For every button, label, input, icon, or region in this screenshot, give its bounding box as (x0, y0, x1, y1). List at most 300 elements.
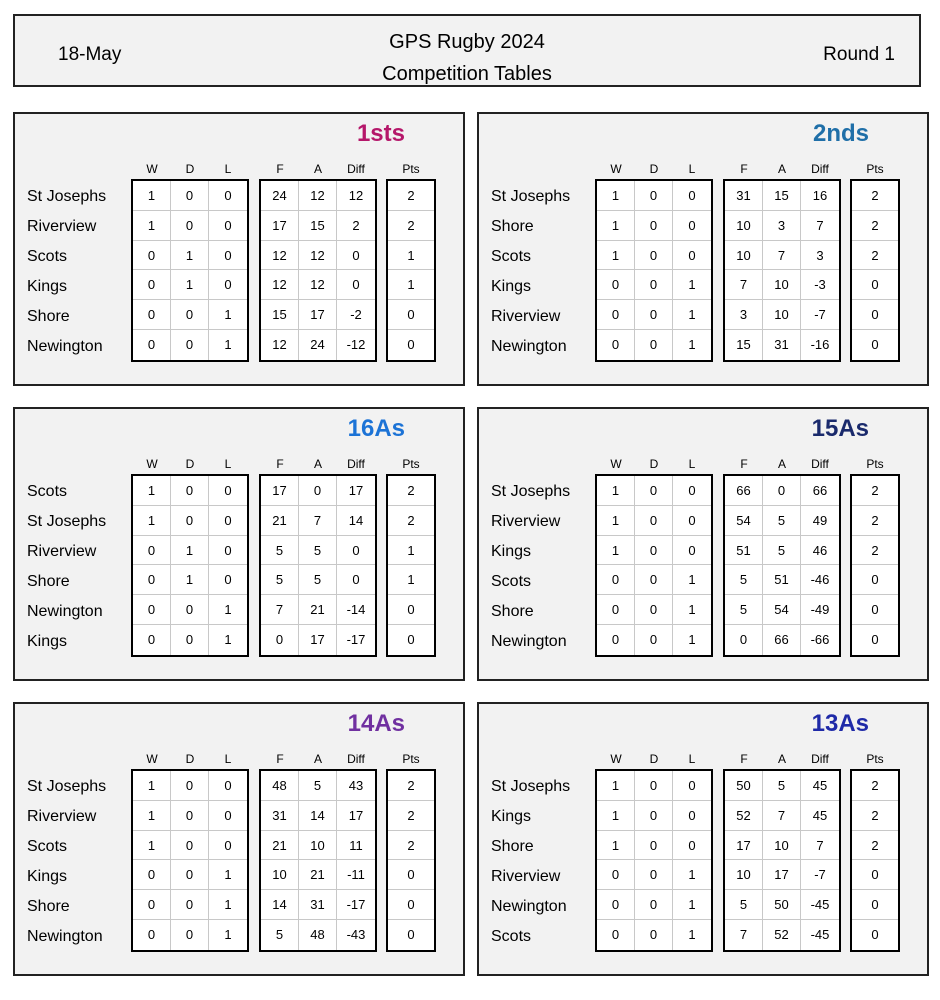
points-box (850, 179, 900, 362)
table-row (133, 920, 247, 950)
team-name: Newington (491, 633, 567, 650)
table-row (261, 771, 375, 801)
table-row (725, 211, 839, 241)
cell-a: 51 (763, 565, 801, 594)
table-row (133, 831, 247, 861)
cell-w: 1 (597, 831, 635, 860)
table-row (725, 801, 839, 831)
cell-diff: 43 (348, 778, 364, 793)
cell-a: 15 (299, 211, 337, 240)
cell-f: 5 (261, 565, 299, 594)
column-header-w: W (610, 457, 622, 471)
cell-l: 1 (224, 867, 232, 883)
column-header-pts: Pts (866, 162, 884, 176)
cell-l: 0 (688, 512, 696, 528)
report-header (13, 14, 921, 87)
team-name: Riverview (27, 218, 97, 235)
table-row (852, 860, 898, 890)
cell-a: 5 (299, 565, 337, 594)
cell-d: 0 (635, 330, 673, 360)
cell-d: 1 (171, 536, 209, 565)
cell-l: 1 (688, 337, 696, 353)
points-box (850, 769, 900, 952)
cell-diff: 16 (812, 188, 828, 203)
cell-l: 1 (688, 867, 696, 883)
cell-diff: -7 (814, 867, 826, 883)
team-name: Scots (27, 248, 68, 265)
cell-f: 14 (261, 890, 299, 919)
table-row (852, 211, 898, 241)
cell-pts: 0 (871, 927, 879, 943)
team-name: Shore (491, 838, 534, 855)
table-row (597, 565, 711, 595)
table-row (388, 860, 434, 890)
cell-pts: 2 (871, 542, 879, 558)
cell-l: 0 (224, 837, 232, 853)
cell-w: 0 (133, 241, 171, 270)
cell-a: 10 (763, 831, 801, 860)
cell-diff: 0 (352, 542, 360, 558)
cell-l: 0 (688, 837, 696, 853)
cell-diff: 3 (816, 247, 824, 263)
cell-w: 0 (133, 595, 171, 624)
table-row (597, 181, 711, 211)
team-name: Shore (27, 898, 70, 915)
column-header-d: D (185, 162, 195, 176)
cell-diff: -45 (810, 897, 830, 913)
table-row (852, 330, 898, 360)
cell-a: 17 (299, 625, 337, 655)
cell-l: 0 (224, 247, 232, 263)
table-panel-13as (477, 702, 929, 976)
cell-a: 5 (763, 506, 801, 535)
column-header-l: L (224, 162, 232, 176)
cell-pts: 2 (407, 807, 415, 823)
cell-pts: 0 (871, 867, 879, 883)
cell-w: 0 (597, 330, 635, 360)
column-header-pts: Pts (402, 457, 420, 471)
cell-d: 0 (635, 181, 673, 210)
table-row (852, 801, 898, 831)
cell-a: 31 (299, 890, 337, 919)
cell-l: 1 (688, 572, 696, 588)
column-header-a: A (777, 752, 786, 766)
table-title: 2nds (812, 120, 869, 147)
cell-l: 0 (688, 542, 696, 558)
score-box (723, 179, 841, 362)
cell-d: 0 (171, 181, 209, 210)
team-name: Kings (27, 633, 68, 650)
results-box (595, 179, 713, 362)
score-box (723, 769, 841, 952)
cell-pts: 1 (407, 277, 415, 293)
table-row (261, 801, 375, 831)
table-row (261, 211, 375, 241)
table-row (261, 565, 375, 595)
score-box (259, 179, 377, 362)
team-name: Scots (27, 838, 68, 855)
cell-a: 21 (299, 860, 337, 889)
cell-w: 0 (133, 565, 171, 594)
table-row (388, 920, 434, 950)
table-row (725, 595, 839, 625)
team-names (491, 182, 570, 362)
cell-pts: 0 (407, 897, 415, 913)
cell-d: 0 (635, 506, 673, 535)
cell-w: 0 (133, 860, 171, 889)
cell-w: 0 (133, 300, 171, 329)
cell-f: 17 (261, 211, 299, 240)
cell-f: 10 (725, 211, 763, 240)
table-row (261, 330, 375, 360)
cell-l: 1 (688, 632, 696, 648)
cell-diff: -66 (810, 632, 830, 648)
cell-f: 52 (725, 801, 763, 830)
team-name: Newington (27, 603, 103, 620)
cell-f: 5 (725, 890, 763, 919)
cell-d: 0 (171, 300, 209, 329)
cell-pts: 2 (871, 217, 879, 233)
table-row (261, 506, 375, 536)
team-name: Shore (491, 218, 534, 235)
cell-d: 0 (635, 625, 673, 655)
table-row (597, 300, 711, 330)
cell-a: 24 (299, 330, 337, 360)
table-row (133, 476, 247, 506)
cell-pts: 0 (871, 307, 879, 323)
cell-d: 0 (635, 860, 673, 889)
cell-a: 66 (763, 625, 801, 655)
cell-d: 1 (171, 565, 209, 594)
team-name: St Josephs (491, 483, 571, 500)
column-header-w: W (146, 457, 158, 471)
cell-a: 12 (299, 270, 337, 299)
cell-a: 7 (299, 506, 337, 535)
table-row (597, 771, 711, 801)
cell-w: 0 (597, 595, 635, 624)
cell-a: 14 (299, 801, 337, 830)
cell-d: 0 (635, 920, 673, 950)
table-row (133, 241, 247, 271)
cell-w: 0 (133, 270, 171, 299)
table-title: 16As (347, 415, 405, 442)
cell-l: 1 (688, 277, 696, 293)
table-row (597, 476, 711, 506)
cell-l: 1 (224, 602, 232, 618)
table-row (388, 211, 434, 241)
cell-f: 15 (725, 330, 763, 360)
cell-pts: 2 (407, 188, 415, 203)
table-row (597, 860, 711, 890)
report-title (15, 26, 919, 90)
cell-diff: 45 (812, 778, 828, 793)
column-header-d: D (649, 752, 659, 766)
cell-pts: 2 (871, 247, 879, 263)
cell-pts: 0 (871, 572, 879, 588)
cell-l: 0 (224, 807, 232, 823)
results-box (131, 179, 249, 362)
cell-w: 1 (133, 211, 171, 240)
column-header-f: F (740, 457, 748, 471)
cell-d: 0 (171, 595, 209, 624)
team-name: Scots (491, 928, 532, 945)
results-box (131, 769, 249, 952)
table-row (852, 270, 898, 300)
cell-w: 1 (133, 476, 171, 505)
cell-w: 1 (597, 506, 635, 535)
table-row (388, 771, 434, 801)
cell-f: 0 (725, 625, 763, 655)
cell-diff: 17 (348, 807, 364, 823)
cell-diff: 0 (352, 277, 360, 293)
cell-diff: -17 (346, 632, 366, 648)
cell-d: 0 (635, 771, 673, 800)
table-row (725, 476, 839, 506)
cell-f: 15 (261, 300, 299, 329)
table-row (261, 625, 375, 655)
cell-pts: 0 (407, 927, 415, 943)
cell-diff: 66 (812, 483, 828, 498)
team-name: Shore (27, 308, 70, 325)
title-line-2: Competition Tables (382, 63, 552, 85)
table-row (852, 625, 898, 655)
column-header-diff: Diff (347, 162, 365, 176)
table-row (597, 801, 711, 831)
cell-pts: 0 (407, 602, 415, 618)
table-row (597, 595, 711, 625)
cell-pts: 0 (407, 307, 415, 323)
cell-f: 10 (725, 241, 763, 270)
table-row (388, 241, 434, 271)
table-title: 1sts (356, 120, 405, 147)
cell-f: 12 (261, 330, 299, 360)
cell-a: 52 (763, 920, 801, 950)
cell-f: 7 (261, 595, 299, 624)
table-row (597, 536, 711, 566)
table-row (388, 330, 434, 360)
column-header-l: L (688, 752, 696, 766)
cell-diff: 7 (816, 837, 824, 853)
table-row (852, 181, 898, 211)
cell-f: 21 (261, 506, 299, 535)
table-row (388, 801, 434, 831)
table-row (388, 831, 434, 861)
team-names (491, 772, 570, 952)
cell-l: 0 (688, 807, 696, 823)
column-header-d: D (649, 162, 659, 176)
cell-diff: 0 (352, 247, 360, 263)
cell-a: 5 (763, 536, 801, 565)
cell-f: 10 (261, 860, 299, 889)
cell-f: 5 (261, 920, 299, 950)
cell-f: 51 (725, 536, 763, 565)
table-row (852, 241, 898, 271)
column-header-w: W (610, 162, 622, 176)
team-name: Kings (491, 278, 532, 295)
cell-w: 1 (597, 536, 635, 565)
cell-pts: 0 (871, 277, 879, 293)
column-header-d: D (185, 752, 195, 766)
table-row (261, 270, 375, 300)
cell-l: 0 (688, 778, 696, 793)
table-row (725, 860, 839, 890)
cell-pts: 1 (407, 247, 415, 263)
cell-d: 0 (171, 860, 209, 889)
team-name: Shore (491, 603, 534, 620)
table-row (133, 625, 247, 655)
cell-a: 5 (299, 771, 337, 800)
cell-d: 0 (171, 890, 209, 919)
cell-diff: 2 (352, 217, 360, 233)
cell-diff: 14 (348, 512, 364, 528)
cell-diff: 7 (816, 217, 824, 233)
cell-d: 0 (635, 270, 673, 299)
results-box (131, 474, 249, 657)
table-row (597, 506, 711, 536)
table-row (133, 270, 247, 300)
table-panel-15as (477, 407, 929, 681)
cell-d: 0 (171, 771, 209, 800)
table-row (852, 831, 898, 861)
column-header-w: W (146, 752, 158, 766)
cell-f: 3 (725, 300, 763, 329)
column-header-a: A (313, 162, 322, 176)
table-row (133, 565, 247, 595)
cell-d: 0 (171, 476, 209, 505)
table-row (388, 506, 434, 536)
column-header-l: L (224, 457, 232, 471)
cell-d: 0 (635, 536, 673, 565)
team-names (27, 182, 106, 362)
cell-d: 0 (635, 476, 673, 505)
table-row (261, 181, 375, 211)
points-box (386, 474, 436, 657)
cell-a: 21 (299, 595, 337, 624)
cell-diff: 12 (348, 188, 364, 203)
cell-l: 1 (688, 307, 696, 323)
cell-pts: 2 (871, 512, 879, 528)
column-header-a: A (777, 457, 786, 471)
cell-a: 54 (763, 595, 801, 624)
cell-pts: 1 (407, 572, 415, 588)
table-row (725, 771, 839, 801)
table-row (133, 300, 247, 330)
column-header-a: A (313, 457, 322, 471)
table-row (597, 920, 711, 950)
table-row (133, 181, 247, 211)
team-names (491, 477, 570, 657)
table-row (261, 860, 375, 890)
cell-l: 1 (224, 337, 232, 353)
team-name: St Josephs (27, 778, 107, 795)
team-name: Newington (27, 928, 103, 945)
column-header-diff: Diff (347, 752, 365, 766)
table-row (261, 476, 375, 506)
team-name: Scots (27, 483, 68, 500)
cell-pts: 2 (407, 778, 415, 793)
cell-w: 0 (597, 270, 635, 299)
team-name: Scots (491, 573, 532, 590)
cell-l: 1 (224, 307, 232, 323)
score-box (723, 474, 841, 657)
table-row (261, 831, 375, 861)
cell-pts: 2 (871, 807, 879, 823)
cell-d: 0 (171, 920, 209, 950)
table-row (388, 565, 434, 595)
table-row (388, 181, 434, 211)
cell-w: 1 (597, 801, 635, 830)
table-panel-14as (13, 702, 465, 976)
table-row (852, 890, 898, 920)
team-name: Kings (491, 543, 532, 560)
cell-pts: 2 (871, 188, 879, 203)
cell-pts: 2 (407, 217, 415, 233)
team-name: Scots (491, 248, 532, 265)
table-row (133, 860, 247, 890)
cell-d: 0 (171, 211, 209, 240)
cell-f: 31 (261, 801, 299, 830)
cell-l: 1 (224, 632, 232, 648)
team-names (27, 477, 106, 657)
cell-diff: -43 (346, 927, 366, 943)
cell-a: 10 (299, 831, 337, 860)
cell-diff: 45 (812, 807, 828, 823)
cell-f: 0 (261, 625, 299, 655)
cell-f: 21 (261, 831, 299, 860)
table-row (597, 890, 711, 920)
column-header-diff: Diff (347, 457, 365, 471)
cell-diff: 17 (348, 483, 364, 498)
table-title: 15As (811, 415, 869, 442)
results-box (595, 474, 713, 657)
cell-w: 1 (133, 506, 171, 535)
cell-diff: -16 (810, 337, 830, 353)
table-row (388, 536, 434, 566)
table-row (133, 801, 247, 831)
cell-d: 0 (171, 625, 209, 655)
cell-a: 12 (299, 241, 337, 270)
cell-f: 48 (261, 771, 299, 800)
column-header-diff: Diff (811, 162, 829, 176)
table-row (597, 831, 711, 861)
table-row (725, 241, 839, 271)
cell-w: 1 (133, 801, 171, 830)
cell-d: 0 (635, 300, 673, 329)
column-header-f: F (276, 162, 284, 176)
points-box (850, 474, 900, 657)
cell-diff: -3 (814, 277, 826, 293)
cell-d: 1 (171, 270, 209, 299)
cell-diff: -2 (350, 307, 362, 323)
cell-d: 0 (171, 506, 209, 535)
cell-l: 0 (688, 188, 696, 203)
cell-d: 0 (635, 831, 673, 860)
cell-a: 7 (763, 241, 801, 270)
cell-l: 0 (224, 572, 232, 588)
cell-l: 0 (224, 217, 232, 233)
cell-pts: 0 (871, 337, 879, 353)
table-row (725, 565, 839, 595)
team-name: Newington (27, 338, 103, 355)
column-header-f: F (276, 457, 284, 471)
table-row (597, 270, 711, 300)
column-header-f: F (740, 162, 748, 176)
table-row (261, 300, 375, 330)
column-header-w: W (146, 162, 158, 176)
cell-l: 0 (224, 778, 232, 793)
column-header-pts: Pts (866, 752, 884, 766)
cell-f: 17 (725, 831, 763, 860)
